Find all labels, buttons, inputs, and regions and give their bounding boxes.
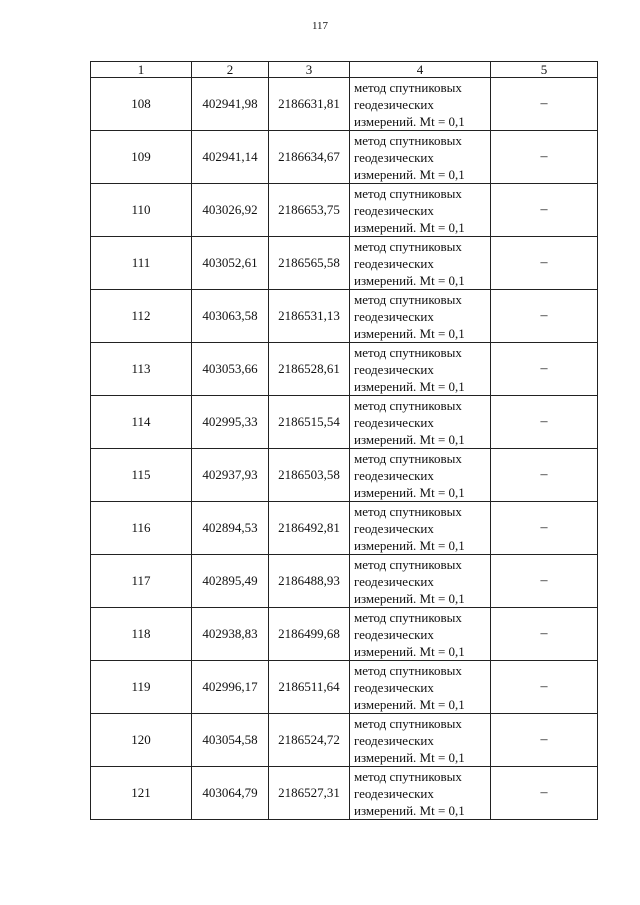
x-coordinate-cell: 403054,58 <box>192 714 269 767</box>
note-cell: – <box>491 237 598 290</box>
x-coordinate-cell: 402996,17 <box>192 661 269 714</box>
method-cell <box>350 661 491 714</box>
note-cell: – <box>491 131 598 184</box>
y-coordinate-cell: 2186511,64 <box>269 661 350 714</box>
header-row <box>91 62 598 78</box>
y-coordinate-cell: 2186499,68 <box>269 608 350 661</box>
method-line: геодезических <box>354 520 434 536</box>
method-cell <box>350 767 491 820</box>
method-line: метод спутниковых <box>354 556 462 572</box>
y-coordinate-cell: 2186528,61 <box>269 343 350 396</box>
y-coordinate-cell: 2186524,72 <box>269 714 350 767</box>
x-coordinate-cell: 402895,49 <box>192 555 269 608</box>
x-coordinate-cell: 402941,14 <box>192 131 269 184</box>
method-cell <box>350 343 491 396</box>
table-row <box>91 237 598 290</box>
point-number-cell: 121 <box>91 767 192 820</box>
table-body <box>91 78 598 820</box>
point-number-cell: 119 <box>91 661 192 714</box>
note-cell: – <box>491 396 598 449</box>
y-coordinate-cell: 2186488,93 <box>269 555 350 608</box>
note-cell: – <box>491 449 598 502</box>
method-cell <box>350 131 491 184</box>
note-cell: – <box>491 661 598 714</box>
note-cell: – <box>491 714 598 767</box>
method-line: геодезических <box>354 467 434 483</box>
method-line: геодезических <box>354 202 434 218</box>
method-line: геодезических <box>354 732 434 748</box>
column-header-5: 5 <box>491 62 598 78</box>
method-line: измерений. Mt = 0,1 <box>354 431 465 447</box>
table-row <box>91 184 598 237</box>
x-coordinate-cell: 403064,79 <box>192 767 269 820</box>
method-line: геодезических <box>354 414 434 430</box>
method-cell <box>350 449 491 502</box>
x-coordinate-cell: 403063,58 <box>192 290 269 343</box>
point-number-cell: 109 <box>91 131 192 184</box>
method-cell <box>350 396 491 449</box>
method-line: геодезических <box>354 308 434 324</box>
method-line: измерений. Mt = 0,1 <box>354 219 465 235</box>
column-header-1: 1 <box>91 62 192 78</box>
method-cell <box>350 714 491 767</box>
method-line: метод спутниковых <box>354 662 462 678</box>
y-coordinate-cell: 2186527,31 <box>269 767 350 820</box>
point-number-cell: 116 <box>91 502 192 555</box>
method-line: геодезических <box>354 255 434 271</box>
method-line: метод спутниковых <box>354 609 462 625</box>
table-row <box>91 661 598 714</box>
method-line: измерений. Mt = 0,1 <box>354 749 465 765</box>
method-line: измерений. Mt = 0,1 <box>354 696 465 712</box>
coordinates-table <box>90 61 598 820</box>
method-line: метод спутниковых <box>354 132 462 148</box>
method-line: геодезических <box>354 361 434 377</box>
note-cell: – <box>491 290 598 343</box>
point-number-cell: 115 <box>91 449 192 502</box>
method-line: измерений. Mt = 0,1 <box>354 484 465 500</box>
method-line: геодезических <box>354 573 434 589</box>
x-coordinate-cell: 402938,83 <box>192 608 269 661</box>
method-line: метод спутниковых <box>354 768 462 784</box>
method-line: метод спутниковых <box>354 344 462 360</box>
method-cell <box>350 184 491 237</box>
method-line: метод спутниковых <box>354 715 462 731</box>
table-row <box>91 290 598 343</box>
x-coordinate-cell: 402941,98 <box>192 78 269 131</box>
method-line: метод спутниковых <box>354 291 462 307</box>
point-number-cell: 112 <box>91 290 192 343</box>
x-coordinate-cell: 402995,33 <box>192 396 269 449</box>
note-cell: – <box>491 184 598 237</box>
method-cell <box>350 237 491 290</box>
y-coordinate-cell: 2186631,81 <box>269 78 350 131</box>
method-line: измерений. Mt = 0,1 <box>354 272 465 288</box>
y-coordinate-cell: 2186492,81 <box>269 502 350 555</box>
method-line: метод спутниковых <box>354 503 462 519</box>
table-header <box>91 62 598 78</box>
x-coordinate-cell: 402894,53 <box>192 502 269 555</box>
method-cell <box>350 555 491 608</box>
method-line: измерений. Mt = 0,1 <box>354 166 465 182</box>
table-row <box>91 502 598 555</box>
method-cell <box>350 608 491 661</box>
table-row <box>91 555 598 608</box>
table-row <box>91 396 598 449</box>
column-header-3: 3 <box>269 62 350 78</box>
method-cell <box>350 78 491 131</box>
note-cell: – <box>491 78 598 131</box>
note-cell: – <box>491 555 598 608</box>
point-number-cell: 108 <box>91 78 192 131</box>
point-number-cell: 117 <box>91 555 192 608</box>
y-coordinate-cell: 2186634,67 <box>269 131 350 184</box>
column-header-2: 2 <box>192 62 269 78</box>
table-row <box>91 78 598 131</box>
y-coordinate-cell: 2186515,54 <box>269 396 350 449</box>
method-line: геодезических <box>354 96 434 112</box>
method-line: геодезических <box>354 679 434 695</box>
x-coordinate-cell: 402937,93 <box>192 449 269 502</box>
table-row <box>91 608 598 661</box>
method-line: измерений. Mt = 0,1 <box>354 325 465 341</box>
note-cell: – <box>491 343 598 396</box>
method-line: геодезических <box>354 149 434 165</box>
table-row <box>91 767 598 820</box>
page-number: 117 <box>311 20 329 32</box>
method-line: измерений. Mt = 0,1 <box>354 378 465 394</box>
method-line: измерений. Mt = 0,1 <box>354 802 465 818</box>
table-row <box>91 449 598 502</box>
note-cell: – <box>491 608 598 661</box>
method-line: метод спутниковых <box>354 79 462 95</box>
point-number-cell: 113 <box>91 343 192 396</box>
y-coordinate-cell: 2186503,58 <box>269 449 350 502</box>
point-number-cell: 111 <box>91 237 192 290</box>
method-line: измерений. Mt = 0,1 <box>354 643 465 659</box>
x-coordinate-cell: 403052,61 <box>192 237 269 290</box>
method-line: измерений. Mt = 0,1 <box>354 590 465 606</box>
method-line: метод спутниковых <box>354 397 462 413</box>
method-line: геодезических <box>354 785 434 801</box>
x-coordinate-cell: 403053,66 <box>192 343 269 396</box>
method-cell <box>350 290 491 343</box>
method-line: геодезических <box>354 626 434 642</box>
point-number-cell: 120 <box>91 714 192 767</box>
method-line: метод спутниковых <box>354 238 462 254</box>
x-coordinate-cell: 403026,92 <box>192 184 269 237</box>
note-cell: – <box>491 502 598 555</box>
method-line: измерений. Mt = 0,1 <box>354 113 465 129</box>
method-cell <box>350 502 491 555</box>
table-row <box>91 131 598 184</box>
method-line: метод спутниковых <box>354 450 462 466</box>
note-cell: – <box>491 767 598 820</box>
column-header-4: 4 <box>350 62 491 78</box>
method-line: метод спутниковых <box>354 185 462 201</box>
y-coordinate-cell: 2186565,58 <box>269 237 350 290</box>
table-row <box>91 714 598 767</box>
method-line: измерений. Mt = 0,1 <box>354 537 465 553</box>
point-number-cell: 110 <box>91 184 192 237</box>
y-coordinate-cell: 2186653,75 <box>269 184 350 237</box>
table-row <box>91 343 598 396</box>
y-coordinate-cell: 2186531,13 <box>269 290 350 343</box>
point-number-cell: 118 <box>91 608 192 661</box>
point-number-cell: 114 <box>91 396 192 449</box>
